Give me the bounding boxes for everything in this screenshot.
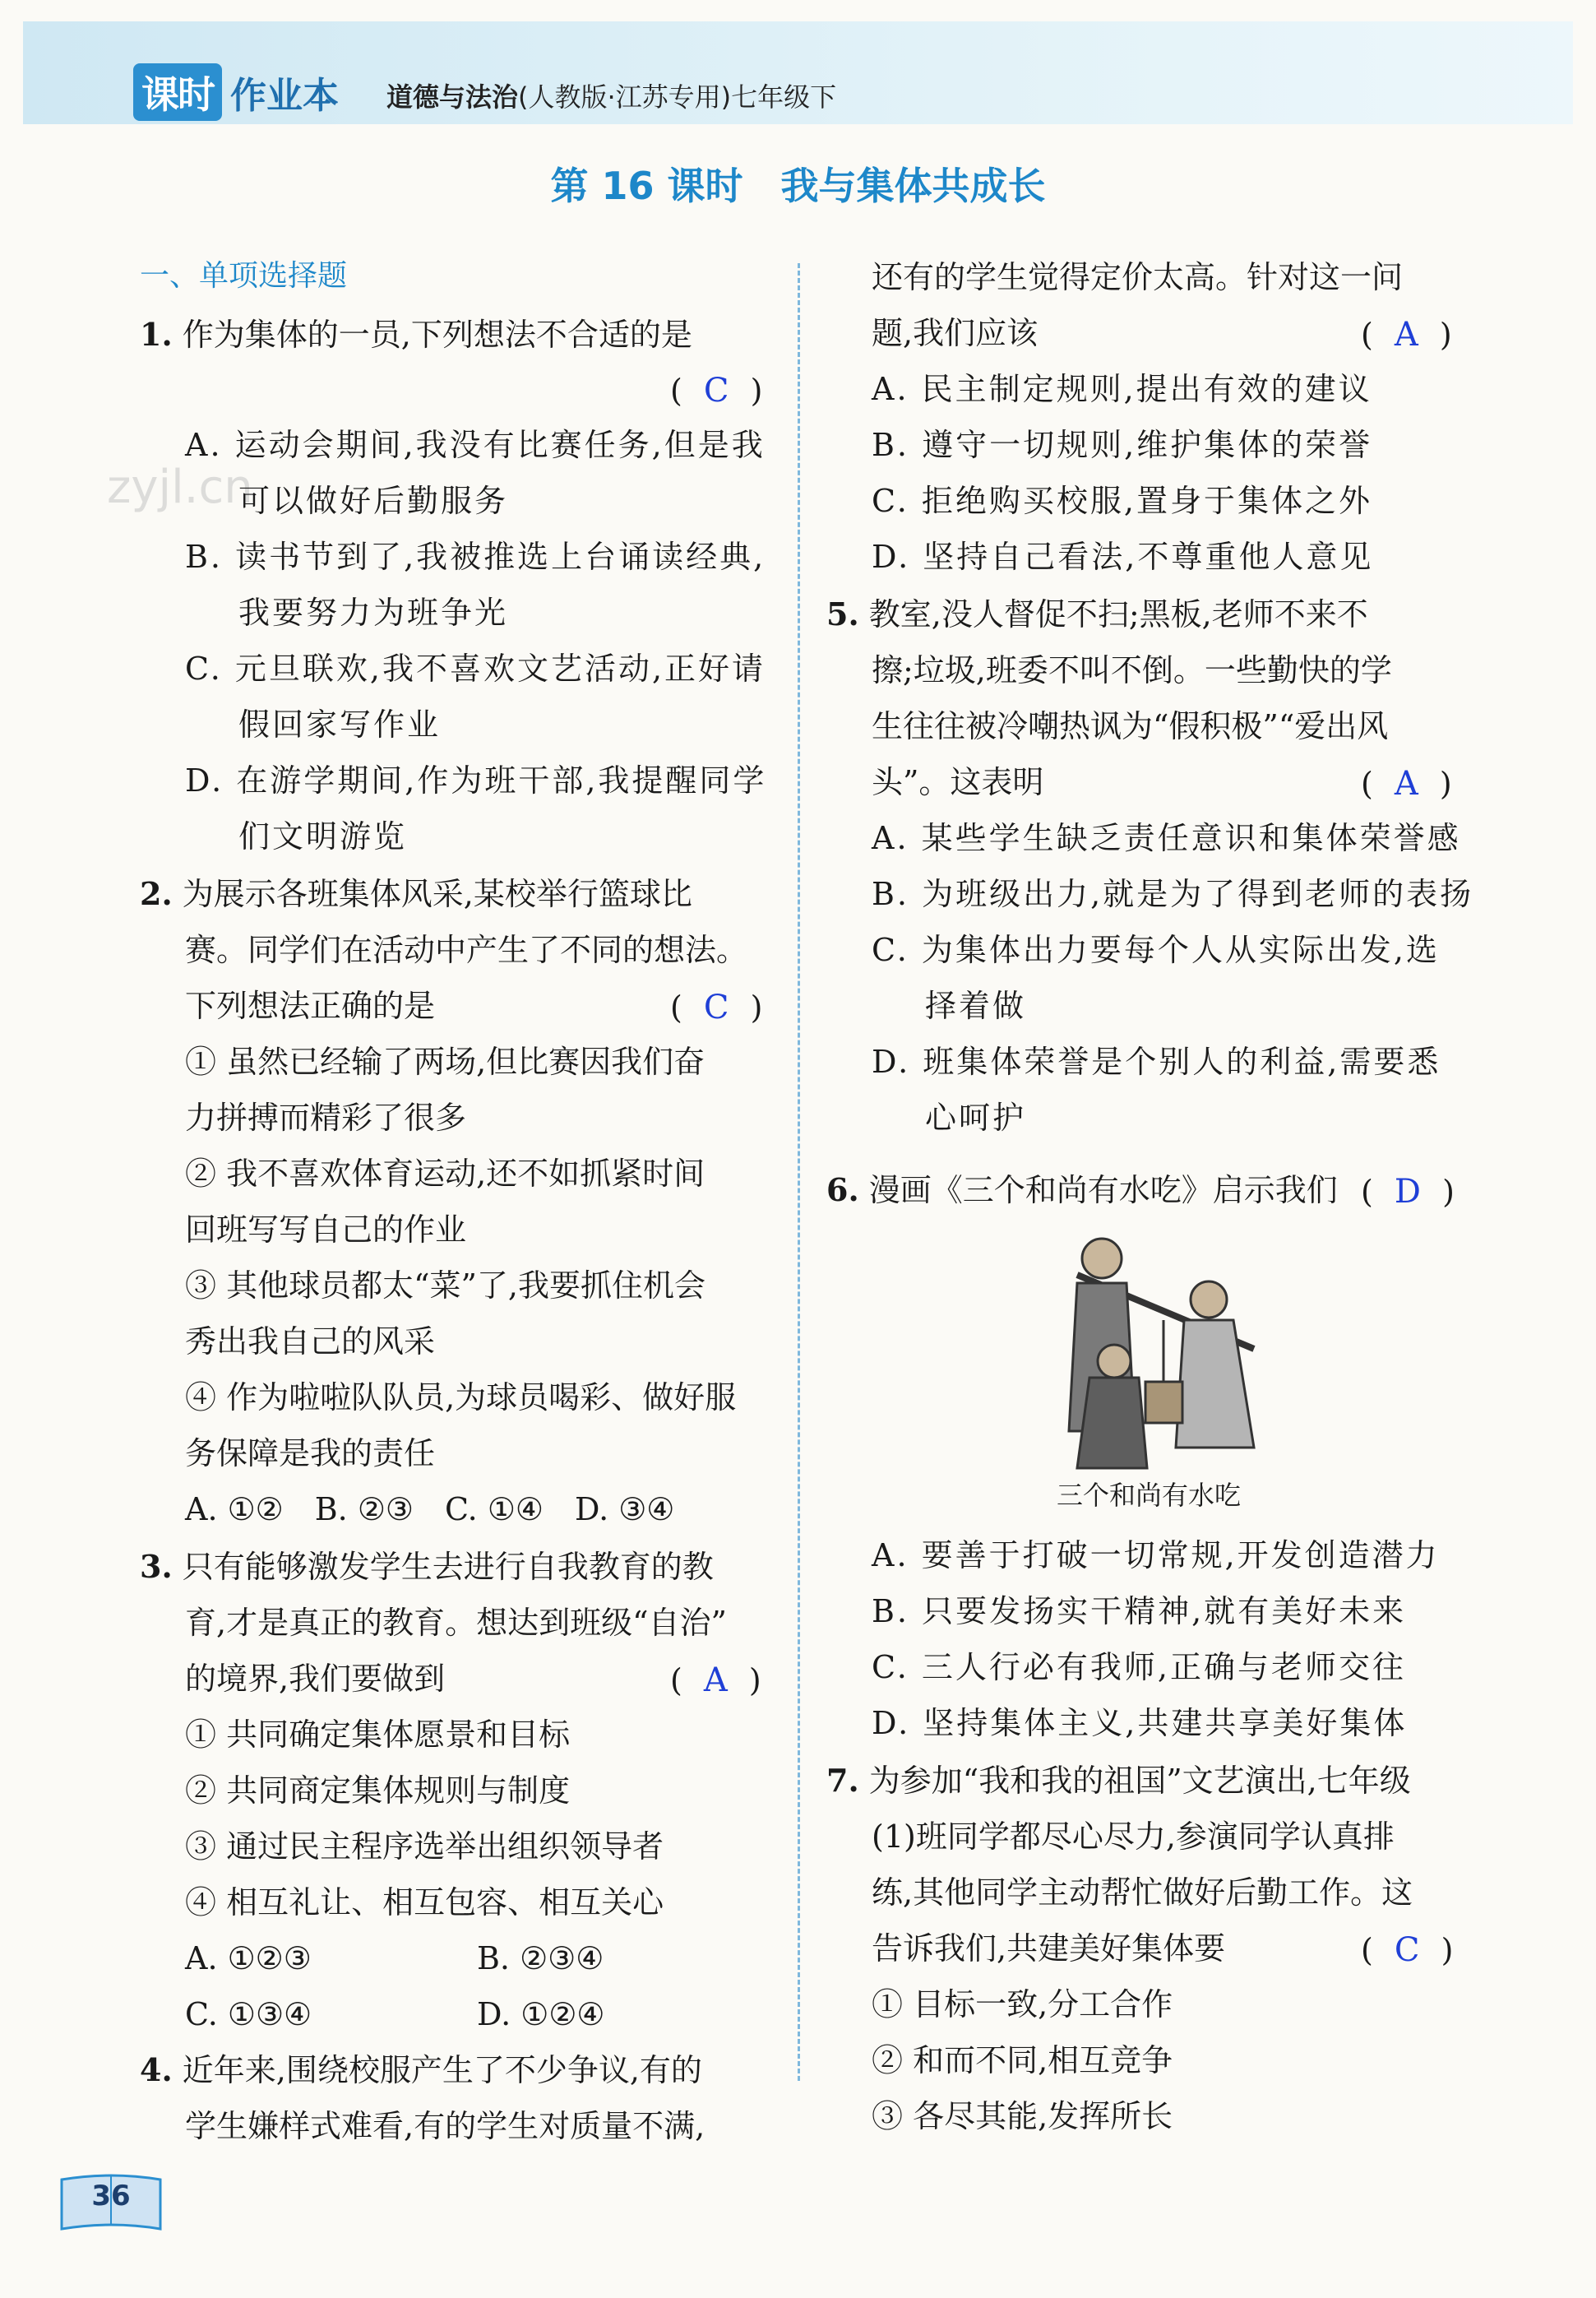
subject-line [386,76,836,114]
q2-item-4-cont: 务保障是我的责任 [185,1435,436,1471]
q1-stem-line: 作为集体的一员,下列想法不合适的是 [182,317,692,353]
q7-item-1: ① 目标一致,分工合作 [872,1986,1173,2022]
q4-option-b: B. 遵守一切规则,维护集体的荣誉 [872,427,1373,463]
q3-choice-d: D. ①②④ [477,1996,605,2032]
q4-stem [140,2051,702,2088]
page-number: 36 [91,2180,131,2212]
q1-option-c: C. 元旦联欢,我不喜欢文艺活动,正好请 [185,651,766,687]
q7-stem-line-4: 告诉我们,共建美好集体要 [872,1930,1226,1967]
q7-stem-line-3: 练,其他同学主动帮忙做好后勤工作。这 [872,1874,1413,1911]
q5-option-c: C. 为集体出力要每个人从实际出发,选 [872,932,1440,968]
monk-head-1 [1082,1239,1122,1278]
q5-answer: A [1394,765,1418,803]
q3-answer-paren: ( A ) [670,1661,761,1699]
monk-body-2 [1176,1320,1254,1448]
q4-stem-line-4: 题,我们应该 [872,315,1039,351]
q1-option-d: D. 在游学期间,作为班干部,我提醒同学 [185,762,767,799]
q1-option-c-cont: 假回家写作业 [238,707,442,743]
q4-answer-paren: ( A ) [1361,316,1452,354]
q4-option-c: C. 拒绝购买校服,置身于集体之外 [872,483,1372,519]
q6-answer-paren: ( D ) [1361,1173,1455,1211]
watermark: zyjl.cn [107,461,253,514]
q2-item-3-cont: 秀出我自己的风采 [185,1323,436,1360]
q1-stem [140,316,692,353]
q3-choice-b: B. ②③④ [477,1940,604,1976]
edition: (人教版·江苏专用)七年级下 [518,81,837,113]
q5-option-a: A. 某些学生缺乏责任意识和集体荣誉感 [872,820,1461,856]
q6-stem-line: 漫画《三个和尚有水吃》启示我们 [868,1172,1338,1208]
q5-option-d: D. 班集体荣誉是个别人的利益,需要悉 [872,1044,1441,1080]
q2-answer-paren: ( C ) [670,989,763,1026]
q2-item-2: ② 我不喜欢体育运动,还不如抓紧时间 [185,1156,705,1192]
q6-option-d: D. 坚持集体主义,共建共享美好集体 [872,1705,1408,1741]
three-monks-cartoon [1061,1225,1274,1472]
section-heading: 一、单项选择题 [140,259,348,293]
q6-answer: D [1394,1173,1421,1211]
q3-item-4: ④ 相互礼让、相互包容、相互关心 [185,1884,664,1920]
q2-item-3: ③ 其他球员都太“菜”了,我要抓住机会 [185,1267,706,1304]
q1-num: 1. [140,316,173,353]
logo-chip: 课时 [133,63,222,121]
q4-answer: A [1394,316,1418,354]
q7-answer: C [1394,1931,1420,1969]
q7-stem-line-2: (1)班同学都尽心尽力,参演同学认真排 [872,1818,1395,1855]
q3-item-2: ② 共同商定集体规则与制度 [185,1772,571,1809]
q7-item-3: ③ 各尽其能,发挥所长 [872,2098,1173,2134]
q2-stem [140,875,692,912]
q3-item-3: ③ 通过民主程序选举出组织领导者 [185,1828,664,1865]
q7-stem [826,1762,1411,1799]
q2-answer: C [703,989,729,1026]
q6-stem [826,1171,1338,1208]
cartoon-caption: 三个和尚有水吃 [1057,1480,1242,1511]
q3-stem-line-3: 的境界,我们要做到 [185,1661,446,1697]
q3-num: 3. [140,1548,173,1585]
column-divider [798,263,800,2081]
q1-option-d-cont: 们文明游览 [238,818,408,855]
q1-option-b-cont: 我要努力为班争光 [238,595,509,631]
q2-stem-line-3: 下列想法正确的是 [185,988,436,1024]
subject-name: 道德与法治 [386,81,519,113]
series-logo [133,67,339,117]
q3-stem-line-2: 育,才是真正的教育。想达到班级“自治” [185,1605,727,1641]
q7-item-2: ② 和而不同,相互竞争 [872,2042,1173,2078]
q3-choice-c: C. ①③④ [185,1996,312,2032]
q2-item-1: ① 虽然已经输了两场,但比赛因我们奋 [185,1044,705,1080]
q2-item-4: ④ 作为啦啦队队员,为球员喝彩、做好服 [185,1379,737,1415]
q4-num: 4. [140,2051,173,2088]
page-title: 第 16 课时 我与集体共成长 [550,164,1046,208]
q1-option-a-cont: 可以做好后勤服务 [238,483,509,519]
logo-text: 作业本 [230,75,339,117]
monk-head-3 [1098,1345,1131,1378]
q6-option-a: A. 要善于打破一切常规,开发创造潜力 [872,1537,1440,1573]
q3-stem-line-1: 只有能够激发学生去进行自我教育的教 [182,1549,714,1585]
q1-answer: C [703,372,729,410]
q3-stem [140,1548,714,1585]
q4-stem-line-2: 学生嫌样式难看,有的学生对质量不满, [185,2108,705,2144]
q4-option-a: A. 民主制定规则,提出有效的建议 [872,371,1372,407]
q1-option-a: A. 运动会期间,我没有比赛任务,但是我 [185,427,766,463]
q6-option-b: B. 只要发扬实干精神,就有美好未来 [872,1593,1407,1629]
q5-stem-line-1: 教室,没人督促不扫;黑板,老师不来不 [868,596,1368,632]
q3-choice-a: A. ①②③ [185,1940,312,1976]
q1-answer-paren: ( C ) [670,372,763,410]
q7-answer-paren: ( C ) [1361,1931,1454,1969]
q5-option-c-cont: 择着做 [925,988,1027,1024]
q3-answer: A [703,1661,728,1699]
monk-head-2 [1191,1281,1227,1318]
q5-stem-line-3: 生往往被冷嘲热讽为“假积极”“爱出风 [872,708,1389,744]
q2-num: 2. [140,875,173,912]
q5-option-b: B. 为班级出力,就是为了得到老师的表扬 [872,876,1474,912]
q5-option-d-cont: 心呵护 [925,1100,1027,1136]
q5-answer-paren: ( A ) [1361,765,1452,803]
q4-stem-line-3: 还有的学生觉得定价太高。针对这一问 [872,259,1404,295]
monk-body-3 [1077,1378,1147,1468]
q2-stem-line-1: 为展示各班集体风采,某校举行篮球比 [182,876,692,912]
q4-stem-line-1: 近年来,围绕校服产生了不少争议,有的 [182,2052,702,2088]
q2-choices: A. ①② B. ②③ C. ①④ D. ③④ [185,1491,675,1527]
q3-item-1: ① 共同确定集体愿景和目标 [185,1717,571,1753]
q6-option-c: C. 三人行必有我师,正确与老师交往 [872,1649,1406,1685]
q2-item-1-cont: 力拼搏而精彩了很多 [185,1100,467,1136]
q5-num: 5. [826,595,859,632]
q7-stem-line-1: 为参加“我和我的祖国”文艺演出,七年级 [868,1763,1411,1799]
q2-item-2-cont: 回班写写自己的作业 [185,1212,467,1248]
q6-num: 6. [826,1171,859,1208]
q5-stem-line-4: 头”。这表明 [872,764,1044,800]
q7-num: 7. [826,1762,859,1799]
water-bucket [1145,1382,1182,1423]
q4-option-d: D. 坚持自己看法,不尊重他人意见 [872,539,1374,575]
q5-stem-line-2: 擦;垃圾,班委不叫不倒。一些勤快的学 [872,652,1392,688]
q5-stem [826,595,1368,632]
q2-stem-line-2: 赛。同学们在活动中产生了不同的想法。 [185,932,748,968]
q1-option-b: B. 读书节到了,我被推选上台诵读经典, [185,539,766,575]
